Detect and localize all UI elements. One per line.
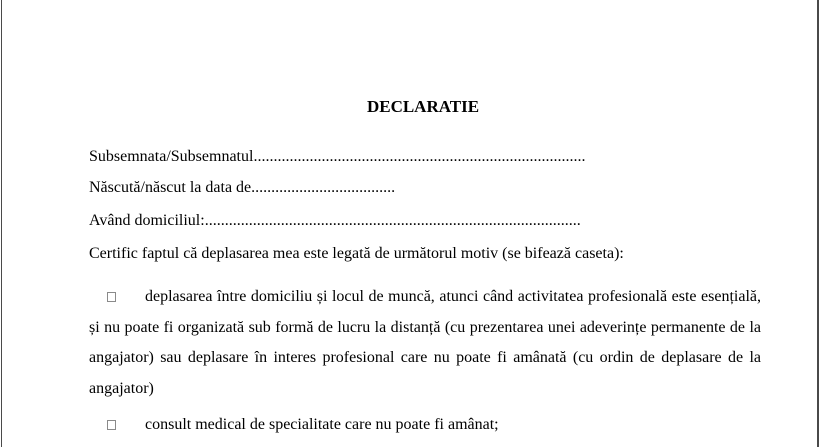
option-medical-text: consult medical de specialitate care nu poate fi amânat; [145, 416, 499, 433]
checkbox-work-travel[interactable] [107, 292, 116, 302]
field-address [89, 211, 581, 231]
field-birthdate [89, 178, 395, 198]
checkbox-medical[interactable] [107, 420, 116, 430]
instruction-text: Certific faptul că deplasarea mea este legată de următorul motiv (se bifează caseta): [89, 245, 624, 262]
field-name-dots[interactable]: ................................................................................... [253, 148, 586, 165]
option-medical [89, 410, 761, 441]
field-address-dots[interactable]: .............................................................................................. [204, 212, 581, 229]
field-birthdate-label: Născută/născut la data de [89, 179, 252, 196]
field-name [89, 147, 585, 167]
page-border-right [817, 0, 819, 447]
page-border-left [1, 0, 2, 447]
field-name-label: Subsemnata/Subsemnatul [89, 148, 254, 165]
document-title: DECLARATIE [366, 97, 480, 116]
option-work-travel-text: deplasarea între domiciliu și locul de muncă, atunci când activitatea profesională este esențială, și nu poate fi organizată sub formă de lucru la distanță (cu prezentarea unei adeverințe permanente de la angajator) sau deplasare în interes profesional care nu poate fi amânată (cu ordin de deplasare de la angajator) [89, 288, 761, 397]
option-work-travel [89, 282, 761, 404]
field-address-label: Având domiciliul: [89, 212, 205, 229]
field-birthdate-dots[interactable]: .................................... [251, 179, 396, 196]
